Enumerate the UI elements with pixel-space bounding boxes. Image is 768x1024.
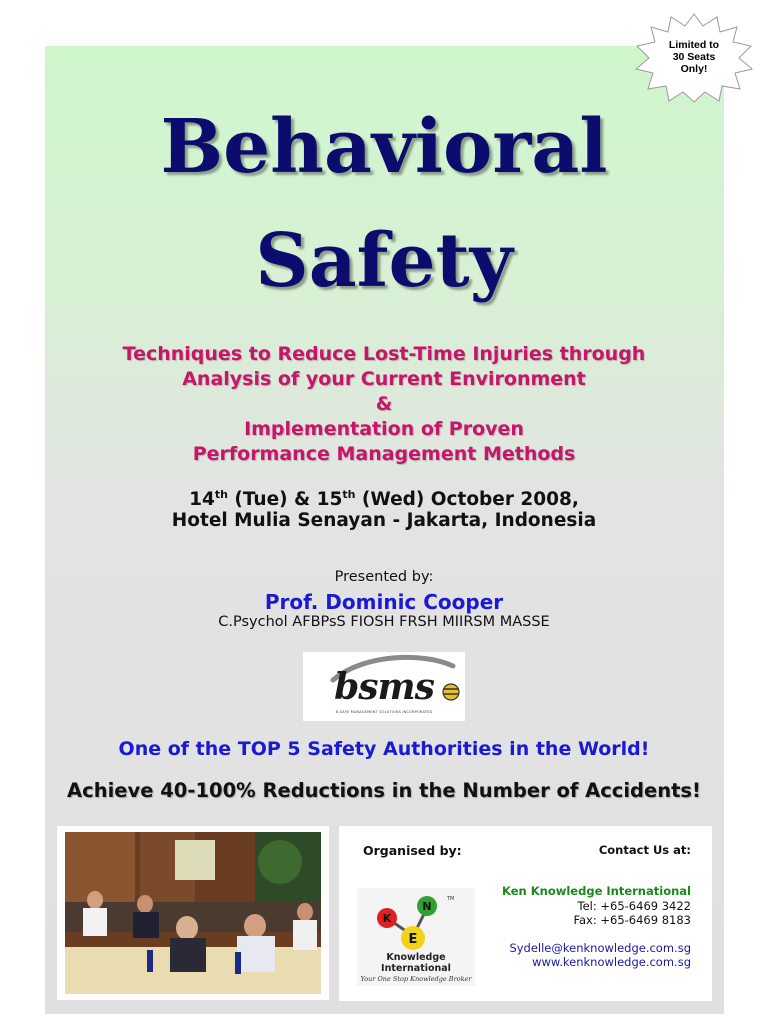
bsms-logo xyxy=(303,652,465,721)
logo-letter-e: E xyxy=(408,932,418,947)
logo-trademark: TM xyxy=(447,896,455,902)
ken-logo-name-line-1: Knowledge xyxy=(386,952,446,963)
ken-knowledge-logo xyxy=(357,888,475,986)
logo-letter-n: N xyxy=(422,900,432,913)
contact-fax: Fax: +65-6469 8183 xyxy=(573,913,691,927)
subtitle-line-2: Analysis of your Current Environment xyxy=(182,368,586,390)
presenter-credentials: C.Psychol AFBPsS FIOSH FRSH MIIRSM MASSE xyxy=(218,614,550,630)
bsms-tagline: B-SAFE MANAGEMENT SOLUTIONS INCORPORATED xyxy=(335,710,433,714)
subtitle-ampersand: & xyxy=(375,393,393,415)
subtitle-line-3: Implementation of Proven xyxy=(244,418,524,440)
title-line-1: Behavioral xyxy=(160,104,608,190)
ken-logo-name xyxy=(357,952,475,974)
ken-logo-name-line-2: International xyxy=(381,963,451,974)
badge-line-2: 30 Seats xyxy=(672,51,716,63)
limited-seats-badge xyxy=(633,12,755,104)
contact-company: Ken Knowledge International xyxy=(502,884,691,898)
event-venue: Hotel Mulia Senayan - Jakarta, Indonesia xyxy=(171,510,597,531)
presenter-name: Prof. Dominic Cooper xyxy=(264,590,504,614)
day2: 15 xyxy=(316,489,343,511)
contact-website-link[interactable]: www.kenknowledge.com.sg xyxy=(532,955,691,969)
logo-letter-k: K xyxy=(382,912,392,925)
badge-line-3: Only! xyxy=(680,63,708,75)
authority-tagline: One of the TOP 5 Safety Authorities in the World! xyxy=(118,738,650,760)
ken-logo-slogan: Your One Stop Knowledge Broker xyxy=(360,975,472,983)
subtitle-line-4: Performance Management Methods xyxy=(192,443,576,465)
title-line-2: Safety xyxy=(255,218,513,304)
contact-email-link[interactable]: Sydelle@kenknowledge.com.sg xyxy=(509,941,691,955)
day1-suffix: th xyxy=(214,488,228,501)
seminar-photo xyxy=(57,826,329,1000)
bsms-wordmark: bsms xyxy=(334,666,434,708)
badge-line-1: Limited to xyxy=(668,39,720,51)
day2-suffix: th xyxy=(342,488,356,501)
organised-by-label: Organised by: xyxy=(363,843,462,858)
day1: 14 xyxy=(189,489,215,511)
organiser-contact-panel xyxy=(339,826,712,1001)
presented-by-label: Presented by: xyxy=(334,569,434,585)
reduction-tagline: Achieve 40-100% Reductions in the Number of Accidents! xyxy=(67,779,701,802)
day2-rest: (Wed) October 2008, xyxy=(355,489,579,511)
subtitle-line-1: Techniques to Reduce Lost-Time Injuries through xyxy=(122,343,646,365)
contact-tel: Tel: +65-6469 3422 xyxy=(577,899,691,913)
contact-us-label: Contact Us at: xyxy=(598,843,691,857)
day1-weekday: (Tue) & xyxy=(227,489,317,511)
seminar-photo-image xyxy=(65,832,321,994)
